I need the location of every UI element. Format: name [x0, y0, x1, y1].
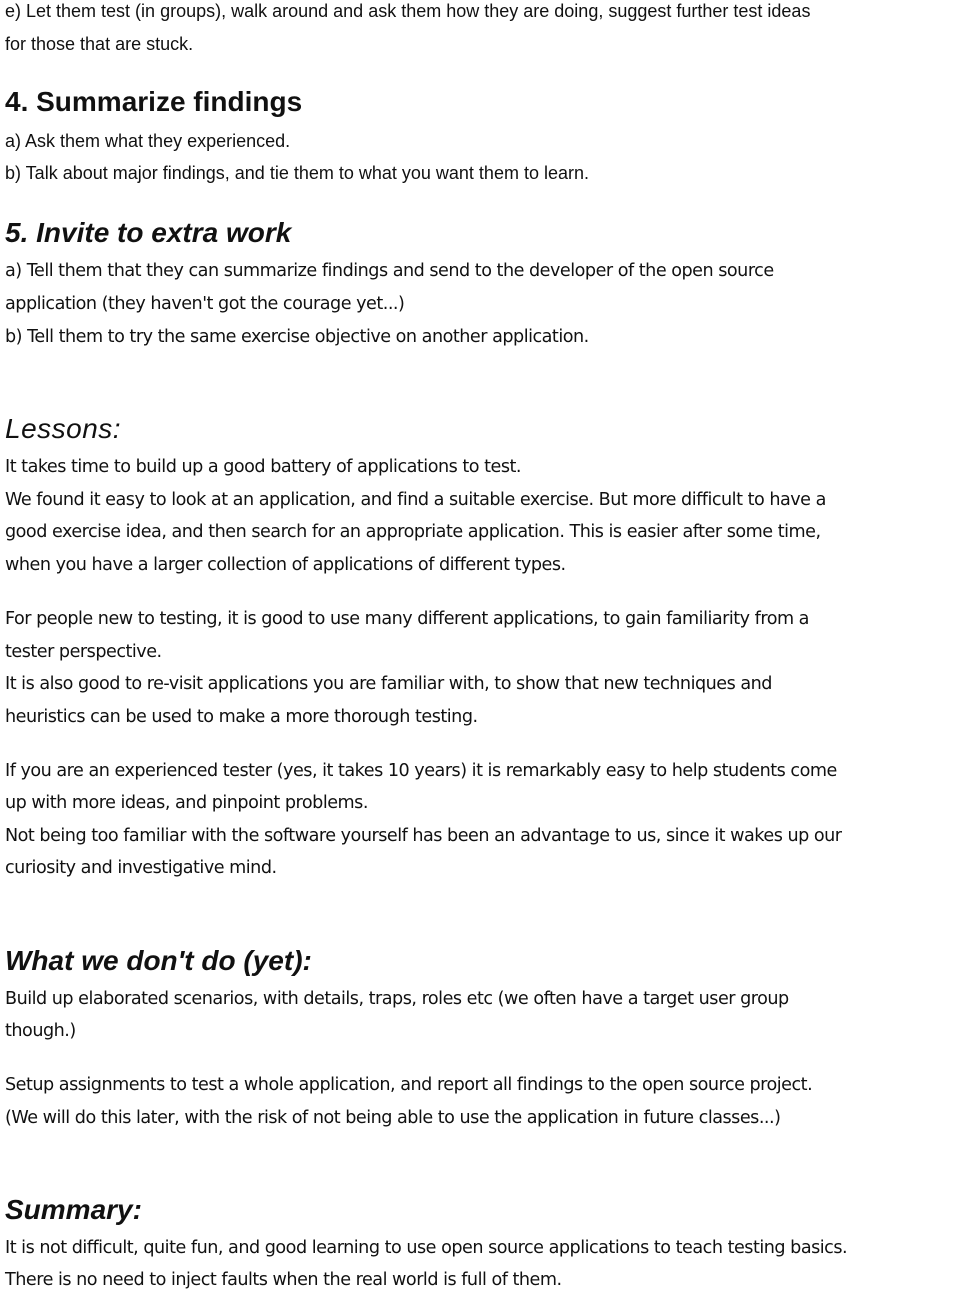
text-line: It is also good to re-visit applications you are familiar with, to show that new techniques and [5, 674, 772, 694]
text-line: a) Tell them that they can summarize findings and send to the developer of the open source [5, 261, 774, 281]
text-line: when you have a larger collection of applications of different types. [5, 555, 566, 575]
text-line: There is no need to inject faults when the real world is full of them. [5, 1270, 562, 1290]
text-line: b) Tell them to try the same exercise objective on another application. [5, 327, 589, 347]
text-line: We found it easy to look at an application, and find a suitable exercise. But more difficult to have a [5, 490, 826, 510]
text-line: If you are an experienced tester (yes, it takes 10 years) it is remarkably easy to help students come [5, 761, 837, 781]
text-line: good exercise idea, and then search for an appropriate application. This is easier after some time, [5, 522, 821, 542]
section-heading-what-we-dont-do: What we don't do (yet): [5, 945, 312, 976]
text-line: curiosity and investigative mind. [5, 858, 277, 878]
text-line: It is not difficult, quite fun, and good learning to use open source applications to teach testing basics. [5, 1238, 848, 1258]
text-line: a) Ask them what they experienced. [5, 131, 291, 151]
text-line: For people new to testing, it is good to use many different applications, to gain familiarity from a [5, 609, 809, 629]
section-heading-summarize: 4. Summarize findings [5, 86, 303, 117]
text-line: b) Talk about major findings, and tie them to what you want them to learn. [5, 163, 589, 183]
text-line: Setup assignments to test a whole application, and report all findings to the open source project. [5, 1075, 813, 1095]
text-line: Build up elaborated scenarios, with details, traps, roles etc (we often have a target user group [5, 989, 789, 1009]
text-line: (We will do this later, with the risk of not being able to use the application in future classes...) [5, 1108, 781, 1128]
section-heading-invite: 5. Invite to extra work [5, 217, 292, 248]
text-line: up with more ideas, and pinpoint problems. [5, 793, 368, 813]
section-heading-lessons: Lessons: [5, 413, 122, 444]
text-line: application (they haven't got the courage yet...) [5, 294, 405, 314]
text-line: though.) [5, 1021, 76, 1041]
section-heading-summary: Summary: [5, 1194, 142, 1225]
text-line: tester perspective. [5, 642, 162, 662]
text-line: Not being too familiar with the software yourself has been an advantage to us, since it wakes up our [5, 826, 842, 846]
text-line: heuristics can be used to make a more thorough testing. [5, 707, 478, 727]
text-line: e) Let them test (in groups), walk around and ask them how they are doing, suggest further test ideas [5, 1, 811, 21]
text-line: for those that are stuck. [5, 34, 194, 54]
text-line: It takes time to build up a good battery of applications to test. [5, 457, 521, 477]
